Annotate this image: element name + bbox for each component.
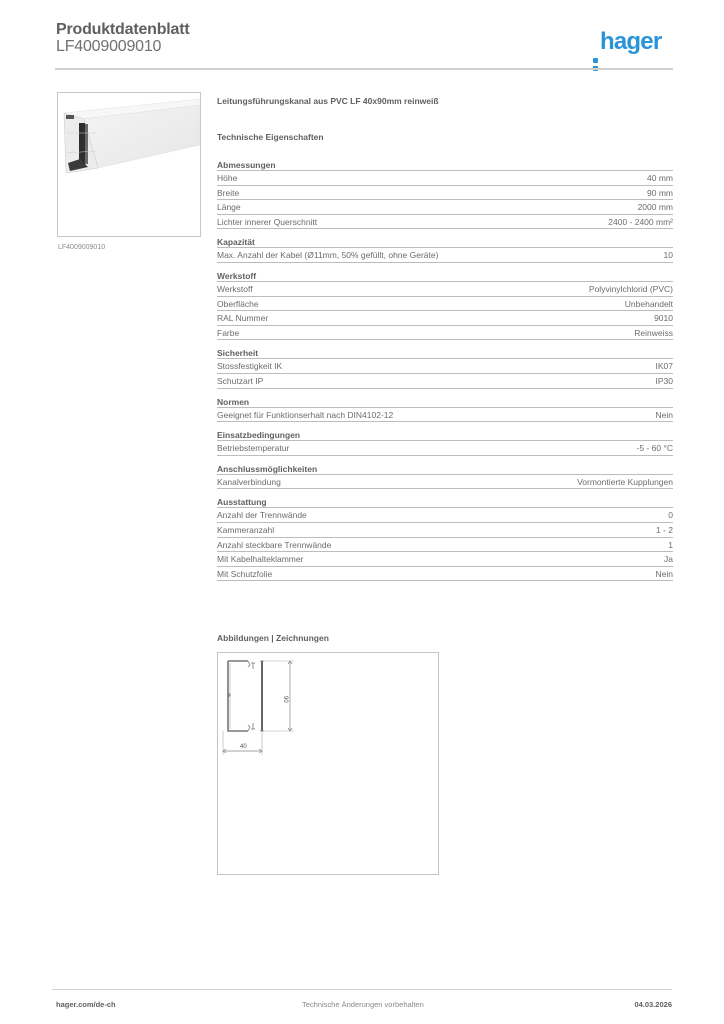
spec-label: Betriebstemperatur xyxy=(217,443,290,454)
technical-drawing xyxy=(217,652,439,875)
cross-section-drawing-icon xyxy=(218,653,438,874)
section-title: Abmessungen xyxy=(217,159,673,171)
spec-value: Polyvinylchlorid (PVC) xyxy=(588,283,673,294)
spec-value: 2000 mm xyxy=(637,202,673,213)
spec-label: Oberfläche xyxy=(217,298,259,309)
section-safety xyxy=(217,347,673,388)
spec-row xyxy=(217,326,673,341)
dimension-height-label: 90 xyxy=(282,696,288,703)
section-operating-conditions xyxy=(217,429,673,456)
spec-row xyxy=(217,508,673,523)
spec-value: Nein xyxy=(655,409,673,420)
spec-row xyxy=(217,297,673,312)
spec-value: Vormontierte Kupplungen xyxy=(577,476,673,487)
spec-value: IP30 xyxy=(655,375,673,386)
spec-label: Anzahl steckbare Trennwände xyxy=(217,539,332,550)
document-title: Produktdatenblatt xyxy=(56,21,190,38)
spec-value: IK07 xyxy=(655,361,673,372)
footer-divider xyxy=(52,989,672,990)
spec-value: 40 mm xyxy=(647,173,673,183)
spec-value: Reinweiss xyxy=(634,327,673,338)
spec-label: Schutzart IP xyxy=(217,375,264,386)
spec-value: Nein xyxy=(655,568,673,579)
section-standards xyxy=(217,396,673,423)
spec-row xyxy=(217,374,673,389)
spec-row xyxy=(217,567,673,582)
logo-text: hager xyxy=(600,28,662,55)
section-title: Ausstattung xyxy=(217,496,673,508)
spec-label: Mit Schutzfolie xyxy=(217,568,273,579)
spec-label: Max. Anzahl der Kabel (Ø11mm, 50% gefüllt, ohne Geräte) xyxy=(217,250,439,261)
spec-label: Stossfestigkeit IK xyxy=(217,361,283,372)
spec-row xyxy=(217,359,673,374)
spec-label: Lichter innerer Querschnitt xyxy=(217,216,318,227)
technical-properties-title: Technische Eigenschaften xyxy=(217,132,324,142)
spec-row xyxy=(217,171,673,186)
spec-label: Farbe xyxy=(217,327,240,338)
section-title: Sicherheit xyxy=(217,347,673,359)
spec-row xyxy=(217,311,673,326)
footer-notice: Technische Änderungen vorbehalten xyxy=(302,1000,424,1009)
section-title: Kapazität xyxy=(217,236,673,248)
spec-label: Kanalverbindung xyxy=(217,476,281,487)
hager-logo xyxy=(593,29,661,55)
spec-label: Breite xyxy=(217,187,240,198)
spec-value: Unbehandelt xyxy=(624,298,673,309)
spec-label: Werkstoff xyxy=(217,283,253,294)
spec-row xyxy=(217,215,673,230)
spec-row xyxy=(217,408,673,423)
spec-label: Anzahl der Trennwände xyxy=(217,510,307,521)
product-image xyxy=(57,92,201,237)
spec-row xyxy=(217,248,673,263)
spec-row xyxy=(217,441,673,456)
spec-value: Ja xyxy=(664,554,673,565)
spec-label: Geeignet für Funktionserhalt nach DIN4102-12 xyxy=(217,409,394,420)
footer-website-link[interactable]: hager.com/de-ch xyxy=(56,1000,116,1009)
section-equipment xyxy=(217,496,673,581)
spec-row xyxy=(217,282,673,297)
section-connection-options xyxy=(217,463,673,490)
spec-label: Höhe xyxy=(217,173,238,183)
spec-row xyxy=(217,538,673,553)
section-title: Werkstoff xyxy=(217,270,673,282)
spec-content xyxy=(217,96,673,588)
spec-row xyxy=(217,186,673,201)
spec-value: 0 xyxy=(668,510,673,521)
spec-label: Mit Kabelhalteklammer xyxy=(217,554,304,565)
header-divider xyxy=(55,68,673,70)
spec-row xyxy=(217,552,673,567)
article-number: LF4009009010 xyxy=(56,38,162,55)
product-image-caption: LF4009009010 xyxy=(58,244,106,251)
product-name: Leitungsführungskanal aus PVC LF 40x90mm reinweiß xyxy=(217,96,439,106)
spec-value: 90 mm xyxy=(647,187,673,198)
cable-duct-photo-icon xyxy=(58,93,200,236)
spec-label: RAL Nummer xyxy=(217,313,269,324)
drawings-title: Abbildungen | Zeichnungen xyxy=(217,633,329,643)
spec-value: 1 xyxy=(668,539,673,550)
spec-value: 2400 - 2400 mm² xyxy=(608,216,673,227)
footer-date: 04.03.2026 xyxy=(634,1000,672,1009)
spec-row xyxy=(217,523,673,538)
spec-row xyxy=(217,200,673,215)
spec-label: Länge xyxy=(217,202,241,213)
section-title: Normen xyxy=(217,396,673,408)
spec-label: Kammeranzahl xyxy=(217,524,275,535)
spec-value: 9010 xyxy=(654,313,673,324)
section-dimensions xyxy=(217,159,673,229)
section-title: Anschlussmöglichkeiten xyxy=(217,463,673,475)
spec-value: -5 - 60 °C xyxy=(636,443,673,454)
spec-row xyxy=(217,475,673,490)
section-capacity xyxy=(217,236,673,263)
section-material xyxy=(217,270,673,340)
spec-value: 10 xyxy=(663,250,673,261)
dimension-width-label: 40 xyxy=(240,744,247,750)
spec-value: 1 - 2 xyxy=(655,524,673,535)
section-title: Einsatzbedingungen xyxy=(217,429,673,441)
